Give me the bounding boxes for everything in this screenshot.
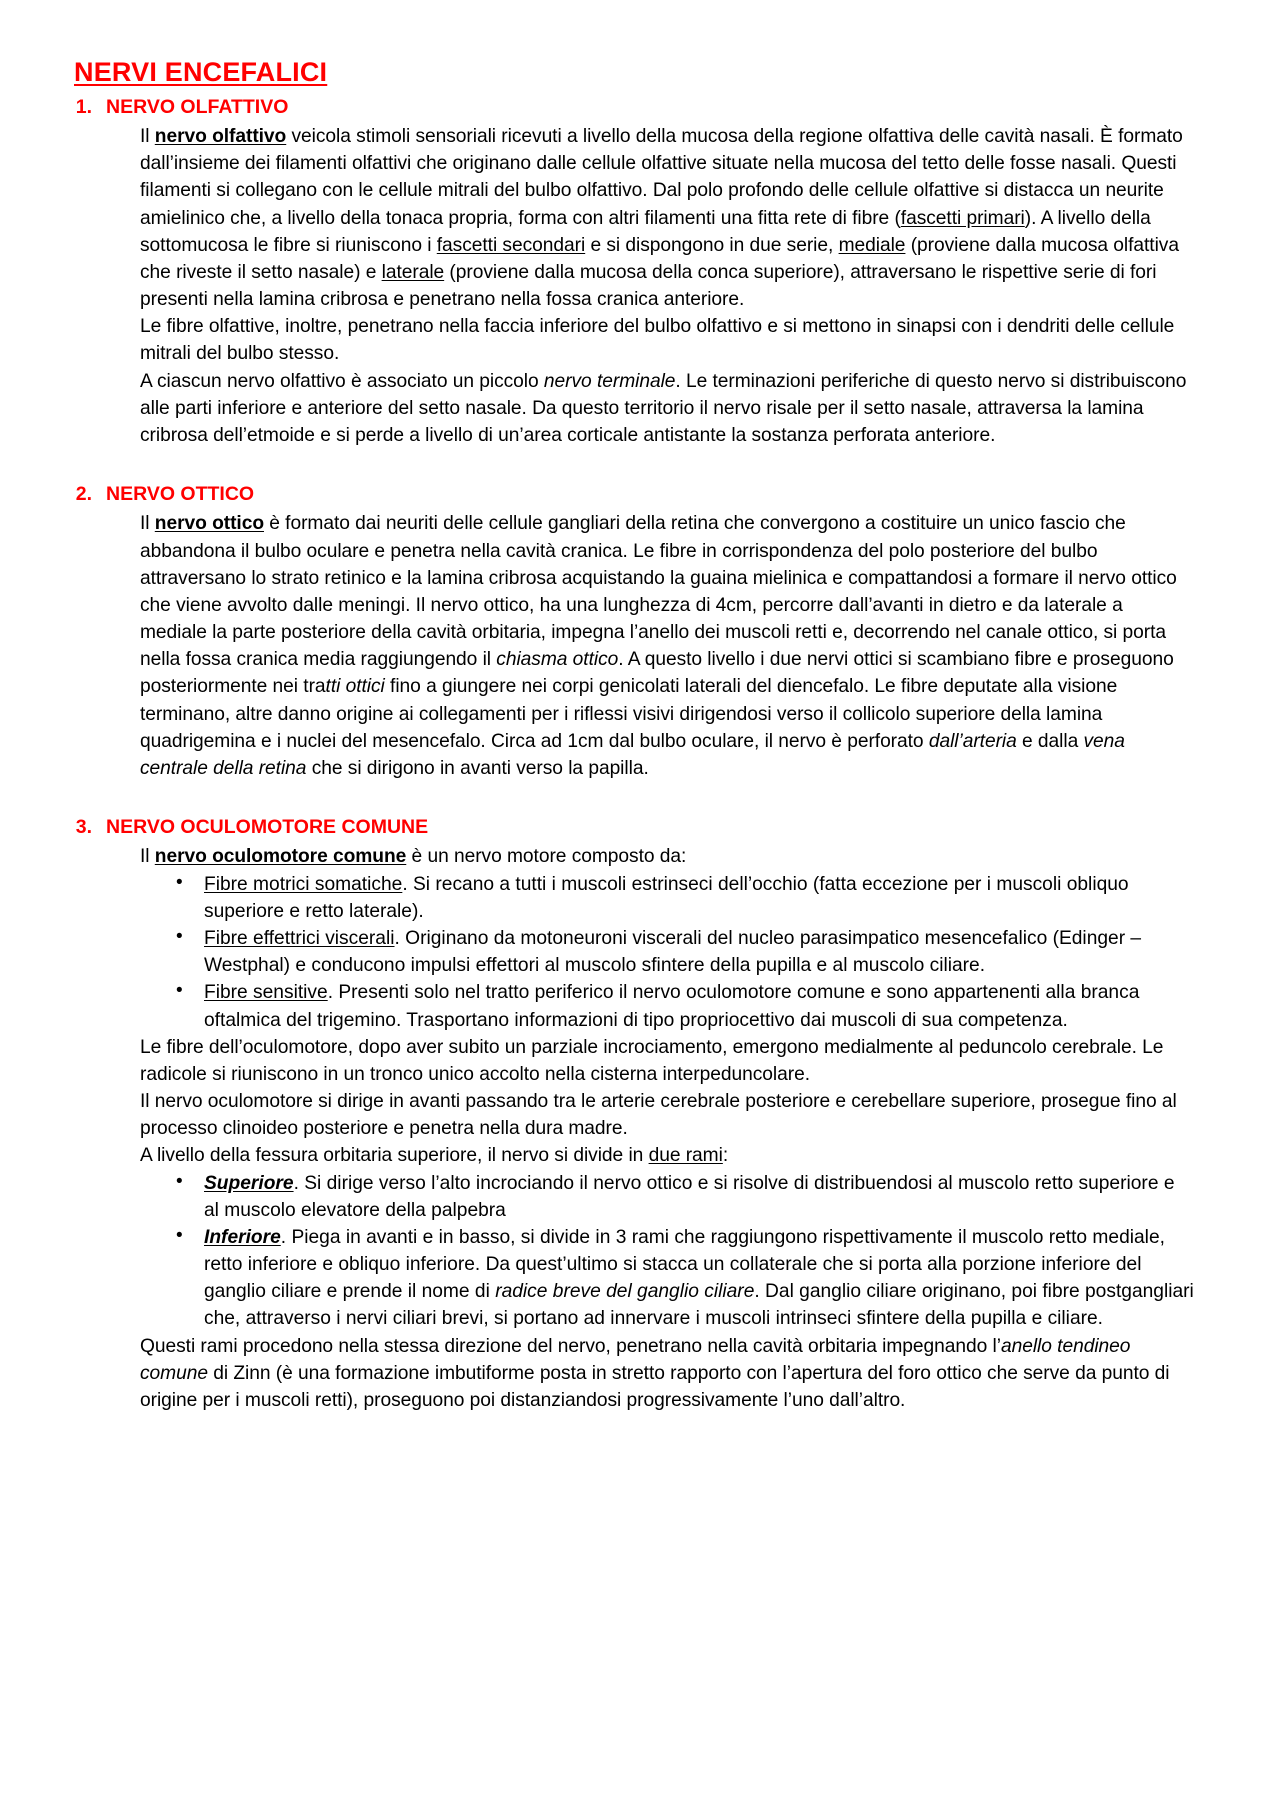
text-run: laterale: [381, 261, 445, 283]
text-run: A livello della fessura orbitaria superiore, il nervo si divide in: [140, 1145, 649, 1167]
text-run: Il: [140, 846, 155, 868]
text-run: . Presenti solo nel tratto periferico il nervo oculomotore comune e sono appartenenti alla branca oftalmica del trigemino. Trasportano informazioni di tipo propriocettivo dai muscoli di sua competenza.: [204, 982, 1140, 1031]
paragraph: [140, 1142, 1194, 1169]
text-run: Le fibre dell’oculomotore, dopo aver subito un parziale incrociamento, emergono medialmente al peduncolo cerebrale. Le radicole si riuniscono in un tronco unico accolto nella cisterna interpeduncolare.: [140, 1036, 1164, 1085]
paragraph: [140, 1034, 1194, 1088]
text-run: (proviene dalla mucosa olfattiva che riveste il setto nasale) e: [140, 234, 1179, 283]
text-run: è un nervo motore composto da:: [406, 846, 687, 868]
text-run: Fibre effettrici viscerali: [204, 927, 395, 949]
text-run: fino a giungere nei corpi genicolati laterali del diencefalo. Le fibre deputate alla visione terminano, altre danno origine ai collegamenti per i riflessi visivi dirigendosi verso il collicolo superiore della lamina quadrigemina e i nuclei del mesencefalo. Circa ad 1cm dal bulbo oculare, il nervo è perforato: [140, 676, 1118, 752]
text-run: . Piega in avanti e in basso, si divide in 3 rami che raggiungono rispettivamente il muscolo retto mediale, retto inferiore e obliquo inferiore. Da quest’ultimo si stacca un collaterale che si porta alla porzione inferiore del ganglio ciliare e prende il nome di: [204, 1226, 1165, 1303]
paragraph: [140, 368, 1194, 450]
paragraph: [140, 313, 1194, 367]
section-spacer: [66, 782, 1194, 814]
section-title: NERVO OCULOMOTORE COMUNE: [106, 816, 429, 839]
text-run: Questi rami procedono nella stessa direzione del nervo, penetrano nella cavità orbitaria impegnando l’: [140, 1335, 1001, 1357]
text-run: A ciascun nervo olfattivo è associato un piccolo: [140, 370, 544, 392]
text-run: (proviene dalla mucosa della conca superiore), attraversano le rispettive serie di fori presenti nella lamina cribrosa e penetrano nella fossa cranica anteriore.: [140, 261, 1157, 311]
text-run: dall’arteria: [928, 730, 1017, 752]
section-spacer: [66, 449, 1194, 481]
text-run: nervo ottico: [154, 513, 264, 535]
text-run: Inferiore: [204, 1226, 281, 1248]
section-body: [140, 843, 1194, 1414]
text-run: e si dispongono in due serie,: [585, 234, 839, 256]
text-run: di Zinn (è una formazione imbutiforme posta in stretto rapporto con l’apertura del foro ottico che serve da punto di origine per i muscoli retti), proseguono poi distanziandosi progressivamente l’uno dall’altro.: [140, 1362, 1170, 1411]
paragraph: [140, 1088, 1194, 1142]
text-run: Il: [140, 513, 155, 535]
text-run: fascetti secondari: [436, 234, 586, 256]
document-section: [66, 481, 1194, 782]
text-run: . Si recano a tutti i muscoli estrinseci dell’occhio (fatta eccezione per i muscoli obliquo superiore e retto laterale).: [204, 873, 1129, 922]
text-run: fascetti primari: [900, 207, 1025, 229]
section-number: 1.: [75, 95, 92, 118]
list-item: [140, 979, 1194, 1033]
section-title: NERVO OLFATTIVO: [106, 95, 289, 118]
document-section: [66, 814, 1194, 1414]
list-item: [140, 925, 1194, 979]
section-heading: [66, 814, 1194, 840]
page-title: NERVI ENCEFALICI: [74, 57, 328, 87]
list-item: [140, 1170, 1194, 1224]
text-run: Il: [140, 126, 155, 148]
text-run: mediale: [838, 234, 906, 256]
text-run: chiasma ottico: [496, 649, 619, 671]
section-number: 2.: [75, 483, 92, 506]
paragraph: [140, 843, 1194, 870]
text-run: :: [722, 1145, 729, 1167]
paragraph: [140, 123, 1194, 313]
text-run: tti ottici: [325, 676, 385, 698]
bullet-list: [140, 871, 1194, 1034]
section-number: 3.: [75, 816, 92, 839]
text-run: . Originano da motoneuroni viscerali del nucleo parasimpatico mesencefalico (Edinger – Westphal) e conducono impulsi effettori al muscolo sfintere della pupilla e al muscolo ciliare.: [204, 927, 1142, 977]
text-run: . Si dirige verso l’alto incrociando il nervo ottico e si risolve di distribuendosi al muscolo retto superiore e al muscolo elevatore della palpebra: [204, 1172, 1175, 1221]
list-item: [140, 871, 1194, 925]
section-body: [140, 123, 1194, 449]
text-run: . Dal ganglio ciliare originano, poi fibre postgangliari che, attraverso i nervi ciliari brevi, si portano ad innervare i muscoli intrinseci sfintere della pupilla e ciliare.: [204, 1281, 1194, 1330]
text-run: due rami: [648, 1145, 723, 1167]
list-item: [140, 1224, 1194, 1333]
section-heading: [66, 481, 1194, 507]
text-run: radice breve del ganglio ciliare: [495, 1281, 755, 1303]
text-run: e dalla: [1016, 730, 1084, 752]
text-run: Fibre sensitive: [204, 982, 328, 1004]
text-run: nervo olfattivo: [154, 126, 287, 148]
section-title: NERVO OTTICO: [106, 483, 255, 506]
section-body: [140, 510, 1194, 782]
text-run: anello tendineo comune: [140, 1335, 1131, 1384]
sections-container: [66, 94, 1194, 1414]
text-run: ). A livello della sottomucosa le fibre si riuniscono i: [140, 207, 1151, 256]
text-run: che si dirigono in avanti verso la papilla.: [306, 757, 649, 779]
text-run: . Le terminazioni periferiche di questo nervo si distribuiscono alle parti inferiore e anteriore del setto nasale. Da questo territorio il nervo risale per il setto nasale, attraversa la lamina cribrosa dell’etmoide e si perde a livello di un’area corticale antistante la sostanza perforata anteriore.: [140, 370, 1187, 446]
text-run: vena centrale della retina: [140, 730, 1125, 779]
text-run: nervo oculomotore comune: [154, 846, 407, 868]
document-section: [66, 94, 1194, 449]
text-run: Il nervo oculomotore si dirige in avanti passando tra le arterie cerebrale posteriore e cerebellare superiore, prosegue fino al processo clinoideo posteriore e penetra nella dura madre.: [140, 1091, 1177, 1140]
paragraph: [140, 510, 1194, 782]
text-run: Fibre motrici somatiche: [204, 873, 403, 895]
text-run: Le fibre olfattive, inoltre, penetrano nella faccia inferiore del bulbo olfattivo e si mettono in sinapsi con i dendriti delle cellule mitrali del bulbo stesso.: [140, 316, 1175, 365]
text-run: . A questo livello i due nervi ottici si scambiano fibre e proseguono posteriormente nei tra: [140, 649, 1174, 698]
section-heading: [66, 94, 1194, 120]
text-run: è formato dai neuriti delle cellule gangliari della retina che convergono a costituire un unico fascio che abbandona il bulbo oculare e penetra nella cavità cranica. Le fibre in corrispondenza del polo posteriore del bulbo attraversano lo strato retinico e la lamina cribrosa acquistando la guaina mielinica e compattandosi a formare il nervo ottico che viene avvolto dalle meningi. Il nervo ottico, ha una lunghezza di 4cm, percorre dall’avanti in dietro e da laterale a mediale la parte posteriore della cavità orbitaria, impegna l’anello dei muscoli retti e, decorrendo nel canale ottico, si porta nella fossa cranica media raggiungendo il: [140, 513, 1177, 671]
text-run: nervo terminale: [543, 370, 676, 392]
text-run: Superiore: [204, 1172, 294, 1194]
paragraph: [140, 1333, 1194, 1415]
text-run: veicola stimoli sensoriali ricevuti a livello della mucosa della regione olfattiva delle cavità nasali. È formato dall’insieme dei filamenti olfattivi che originano dalle cellule olfattive situate nella mucosa del tetto delle fosse nasali. Questi filamenti si collegano con le cellule mitrali del bulbo olfattivo. Dal polo profondo delle cellule olfattive si distacca un neurite amielinico che, a livello della tonaca propria, forma con altri filamenti una fitta rete di fibre (: [140, 126, 1183, 229]
bullet-list: [140, 1170, 1194, 1333]
